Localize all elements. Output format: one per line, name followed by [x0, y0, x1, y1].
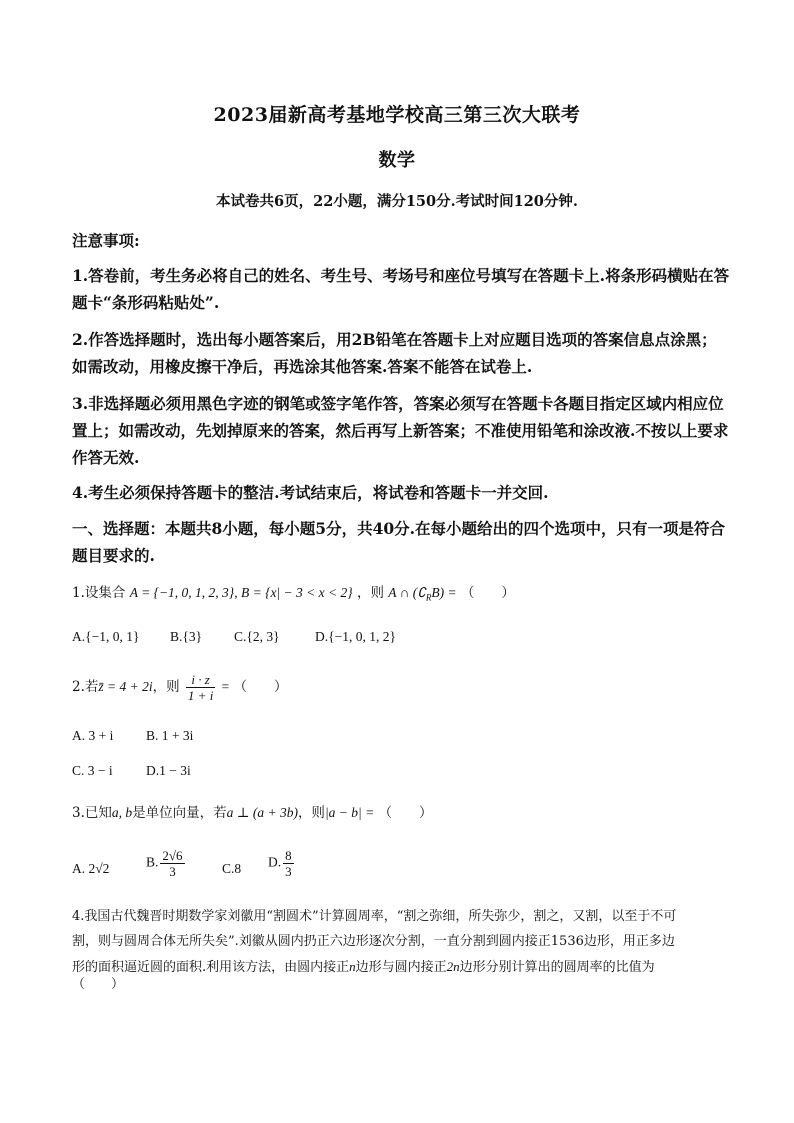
- q1-prefix: 1.设集合: [72, 585, 126, 601]
- notice-item-1: 1.答卷前，考生务必将自己的姓名、考生号、考场号和座位号填写在答题卡上.将条形码横贴在答题卡“条形码粘贴处”.: [72, 266, 730, 312]
- q1-option-b: B.{3}: [170, 629, 203, 644]
- q3-option-d-den: 3: [285, 864, 292, 879]
- question-1: 1.设集合 A = {−1, 0, 1, 2, 3}, B = {x| − 3 < x < 2} ，则 A ∩ $(∁_RB)$ = （ ）: [72, 585, 515, 603]
- section-heading: 一、选择题：本题共8小题，每小题5分，共40分.在每小题给出的四个选项中，只有一项是符合题目要求的.: [72, 519, 726, 565]
- q3-condition: a ⊥ (a + 3b): [226, 805, 298, 820]
- subject-title: 数学: [378, 150, 416, 171]
- q3-blank: （ ）: [378, 805, 433, 821]
- q3-prefix: 3.已知: [72, 805, 112, 821]
- q1-option-a: A.{−1, 0, 1}: [72, 629, 140, 644]
- q4-n: n: [349, 959, 356, 974]
- exam-info: 本试卷共6页，22小题，满分150分.考试时间120分钟.: [216, 193, 578, 210]
- q2-option-d: D.1 − 3i: [146, 763, 191, 778]
- q1-mid: ，则: [356, 585, 384, 601]
- q2-mid: ，则: [152, 679, 180, 695]
- q2-eq: =: [221, 679, 230, 694]
- q2-option-b: B. 1 + 3i: [146, 728, 194, 743]
- notice-item-3: 3.非选择题必须用黑色字迹的钢笔或签字笔作答，答案必须写在答题卡各题目指定区域内相应位置上；如需改动，先划掉原来的答案，然后再写上新答案；不准使用铅笔和涂改液.不按以上要求作答无效.: [72, 394, 729, 467]
- q3-option-b-fraction: [160, 848, 184, 879]
- q3-option-b-num: 2√6: [162, 848, 183, 863]
- q1-set-b: B = {x| − 3 < x < 2}: [240, 585, 353, 600]
- q3-option-d-num: 8: [285, 848, 292, 863]
- q1-option-c: C.{2, 3}: [234, 629, 280, 644]
- q2-option-c: C. 3 − i: [72, 763, 113, 778]
- notice-item-2: 2.作答选择题时，选出每小题答案后，用2B铅笔在答题卡上对应题目选项的答案信息点涂黑；如需改动，用橡皮擦干净后，再选涂其他答案.答案不能答在试卷上.: [72, 330, 717, 376]
- q3-option-d-fraction: [283, 848, 294, 879]
- q2-blank: （ ）: [233, 679, 288, 695]
- q2-fraction: [186, 672, 215, 703]
- q3-option-d: [268, 848, 296, 879]
- q3-option-b-den: 3: [169, 864, 176, 879]
- q1-expr2: B) =: [431, 585, 457, 600]
- q1-expr: A ∩ (∁: [388, 585, 426, 600]
- q4-line-3-b: 边形与圆内接正: [355, 960, 447, 975]
- q2-numerator: i · z: [186, 672, 215, 688]
- q4-blank: （ ）: [72, 977, 125, 992]
- q3-option-b: [146, 848, 187, 879]
- exam-title: 2023届新高考基地学校高三第三次大联考: [213, 104, 581, 126]
- q3-option-c: C.8: [222, 861, 242, 876]
- q2-option-a: A. 3 + i: [72, 728, 114, 743]
- q4-line-1: 4.我国古代魏晋时期数学家刘徽用“割圆术”计算圆周率，“割之弥细，所失弥少，割之，又割，以至于不可: [72, 909, 677, 924]
- q4-line-3-c: 边形分别计算出的圆周率的比值为: [459, 960, 655, 975]
- q1-set-a: A = {−1, 0, 1, 2, 3}: [129, 585, 235, 600]
- question-2: [72, 672, 732, 703]
- q3-expr: |a − b| =: [324, 805, 375, 820]
- notice-item-4: 4.考生必须保持答题卡的整洁.考试结束后，将试卷和答题卡一并交回.: [72, 483, 549, 502]
- q2-given: z̄ = 4 + 2i: [98, 679, 153, 694]
- q2-denominator: 1 + i: [187, 688, 214, 703]
- q2-prefix: 2.若: [72, 679, 99, 695]
- q1-option-d: D.{−1, 0, 1, 2}: [315, 629, 396, 644]
- q3-option-b-label: B.: [146, 854, 159, 870]
- q1-blank: （ ）: [460, 585, 515, 601]
- q3-mid1: 是单位向量，若: [132, 805, 227, 821]
- q3-option-d-label: D.: [268, 854, 282, 870]
- q3-vectors: a, b: [111, 805, 133, 820]
- q1-sub: R: [425, 592, 432, 603]
- notice-heading: 注意事项:: [72, 231, 140, 250]
- q4-line-2: 割，则与圆周合体无所失矣”.刘徽从圆内扔正六边形逐次分割，一直分割到圆内接正1536边形，用正多边: [72, 934, 675, 949]
- q3-mid2: ，则: [297, 805, 325, 821]
- q4-line-3-a: 形的面积逼近圆的面积.利用该方法，由圆内接正: [72, 960, 350, 975]
- q4-2n: 2n: [446, 959, 460, 974]
- question-3: [72, 800, 732, 826]
- q3-option-a: A. 2√2: [72, 861, 110, 876]
